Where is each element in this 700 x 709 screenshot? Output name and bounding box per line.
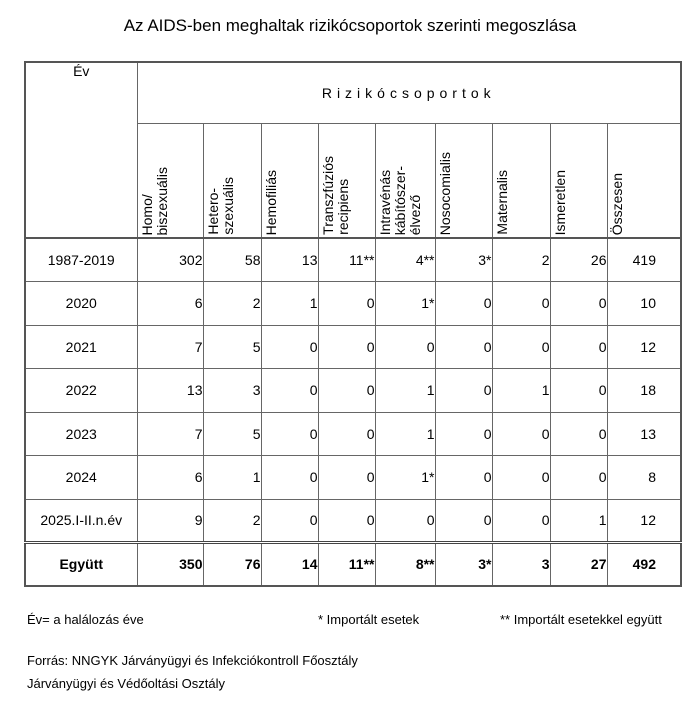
value-cell: 1* <box>375 456 435 500</box>
value-cell: 13 <box>261 238 318 282</box>
value-cell: 0 <box>550 456 607 500</box>
value-cell: 0 <box>261 412 318 456</box>
footnote-with-imported: ** Importált esetekkel együtt <box>500 612 662 627</box>
value-cell: 0 <box>261 456 318 500</box>
value-cell: 12 <box>607 325 681 369</box>
value-cell: 2 <box>492 238 550 282</box>
column-header-label: Intravénás kábítószer- élvező <box>376 165 423 235</box>
value-cell: 6 <box>137 456 203 500</box>
footnote-year: Év= a halálozás éve <box>27 612 144 627</box>
total-label: Együtt <box>25 543 137 586</box>
value-cell: 1 <box>375 369 435 413</box>
value-cell: 0 <box>261 325 318 369</box>
value-cell: 0 <box>318 282 375 326</box>
column-header <box>550 123 607 238</box>
year-cell: 1987-2019 <box>25 238 137 282</box>
value-cell: 0 <box>550 282 607 326</box>
value-cell: 0 <box>318 412 375 456</box>
value-cell: 10 <box>607 282 681 326</box>
value-cell: 0 <box>318 499 375 543</box>
value-cell: 1 <box>550 499 607 543</box>
total-row <box>25 543 681 586</box>
year-column-header: Év <box>25 62 137 238</box>
value-cell: 13 <box>137 369 203 413</box>
value-cell: 18 <box>607 369 681 413</box>
value-cell: 0 <box>318 325 375 369</box>
total-value-cell: 3* <box>435 543 492 586</box>
value-cell: 0 <box>375 499 435 543</box>
value-cell: 0 <box>435 499 492 543</box>
source-line-1: Forrás: NNGYK Járványügyi és Infekciókontroll Főosztály <box>27 653 358 668</box>
value-cell: 1 <box>203 456 261 500</box>
column-header <box>318 123 375 238</box>
total-value-cell: 76 <box>203 543 261 586</box>
column-header <box>435 123 492 238</box>
value-cell: 0 <box>318 456 375 500</box>
total-value-cell: 350 <box>137 543 203 586</box>
value-cell: 0 <box>435 369 492 413</box>
table-row <box>25 456 681 500</box>
value-cell: 11** <box>318 238 375 282</box>
value-cell: 3* <box>435 238 492 282</box>
value-cell: 5 <box>203 412 261 456</box>
value-cell: 26 <box>550 238 607 282</box>
value-cell: 2 <box>203 499 261 543</box>
column-header-label: Homo/ biszexuális <box>138 166 170 235</box>
table-row <box>25 325 681 369</box>
table-title: Az AIDS-ben meghaltak rizikócsoportok szerinti megoszlása <box>123 16 577 35</box>
column-header <box>607 123 681 238</box>
value-cell: 0 <box>550 369 607 413</box>
column-header-label: Maternalis <box>493 170 510 235</box>
value-cell: 6 <box>137 282 203 326</box>
value-cell: 0 <box>435 456 492 500</box>
value-cell: 0 <box>261 369 318 413</box>
total-value-cell: 492 <box>607 543 681 586</box>
value-cell: 7 <box>137 412 203 456</box>
value-cell: 0 <box>261 499 318 543</box>
value-cell: 0 <box>435 412 492 456</box>
value-cell: 58 <box>203 238 261 282</box>
table-row <box>25 412 681 456</box>
value-cell: 2 <box>203 282 261 326</box>
source-line-2: Járványügyi és Védőoltási Osztály <box>27 676 225 691</box>
value-cell: 0 <box>492 456 550 500</box>
total-value-cell: 11** <box>318 543 375 586</box>
value-cell: 1 <box>375 412 435 456</box>
column-header <box>137 123 203 238</box>
value-cell: 1 <box>261 282 318 326</box>
value-cell: 0 <box>492 412 550 456</box>
value-cell: 12 <box>607 499 681 543</box>
value-cell: 0 <box>435 282 492 326</box>
year-cell: 2024 <box>25 456 137 500</box>
risk-group-table <box>24 61 682 587</box>
year-cell: 2021 <box>25 325 137 369</box>
column-header <box>375 123 435 238</box>
column-header-label: Ismeretlen <box>551 169 568 235</box>
column-header <box>203 123 261 238</box>
table-row <box>25 369 681 413</box>
table-row <box>25 238 681 282</box>
value-cell: 0 <box>492 282 550 326</box>
value-cell: 0 <box>550 325 607 369</box>
column-header-label: Transzfúziós recipiens <box>319 156 351 235</box>
value-cell: 0 <box>492 499 550 543</box>
column-header-label: Hetero- szexuális <box>204 177 236 235</box>
year-cell: 2020 <box>25 282 137 326</box>
value-cell: 1* <box>375 282 435 326</box>
table-row <box>25 499 681 543</box>
value-cell: 1 <box>492 369 550 413</box>
value-cell: 3 <box>203 369 261 413</box>
value-cell: 0 <box>435 325 492 369</box>
value-cell: 302 <box>137 238 203 282</box>
total-value-cell: 27 <box>550 543 607 586</box>
value-cell: 419 <box>607 238 681 282</box>
column-header-label: Hemofiliás <box>262 169 279 235</box>
value-cell: 8 <box>607 456 681 500</box>
total-value-cell: 8** <box>375 543 435 586</box>
value-cell: 13 <box>607 412 681 456</box>
value-cell: 7 <box>137 325 203 369</box>
footnote-imported: * Importált esetek <box>318 612 420 627</box>
risk-groups-header: Rizikócsoportok <box>137 62 681 123</box>
value-cell: 5 <box>203 325 261 369</box>
column-header <box>261 123 318 238</box>
value-cell: 9 <box>137 499 203 543</box>
value-cell: 0 <box>492 325 550 369</box>
column-header <box>492 123 550 238</box>
value-cell: 0 <box>375 325 435 369</box>
total-value-cell: 14 <box>261 543 318 586</box>
value-cell: 0 <box>318 369 375 413</box>
year-cell: 2022 <box>25 369 137 413</box>
value-cell: 0 <box>550 412 607 456</box>
table-row <box>25 282 681 326</box>
year-cell: 2023 <box>25 412 137 456</box>
total-value-cell: 3 <box>492 543 550 586</box>
year-cell: 2025.I-II.n.év <box>25 499 137 543</box>
column-header-label: Nosocomialis <box>436 151 453 235</box>
column-header-label: Összesen <box>608 172 625 235</box>
value-cell: 4** <box>375 238 435 282</box>
